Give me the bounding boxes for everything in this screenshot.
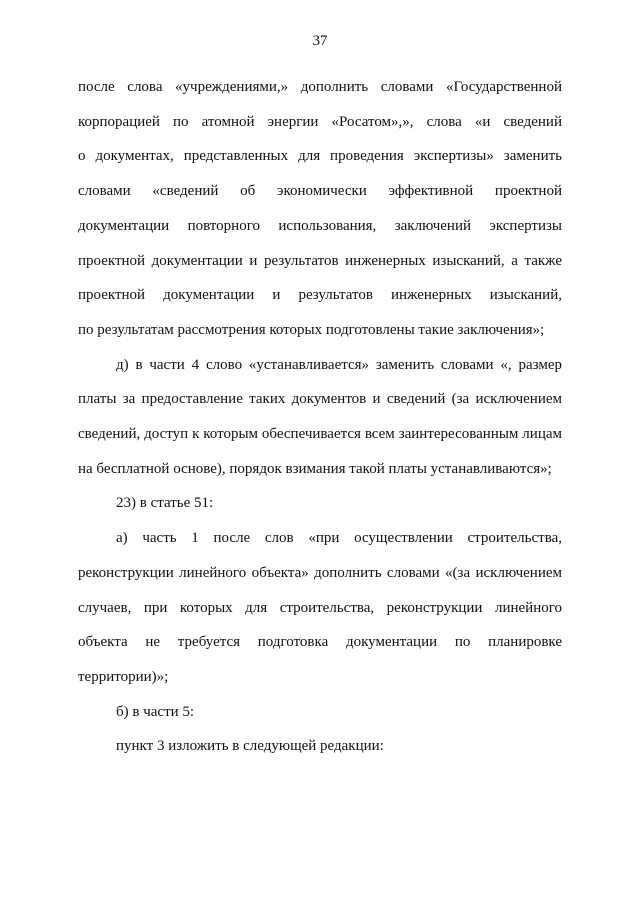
text-line: 23) в статье 51: [116, 495, 214, 512]
text-line: случаев, при которых для строительства, реконструкции линейного [78, 599, 562, 616]
text-line: на бесплатной основе), порядок взимания такой платы устанавливаются»; [78, 460, 552, 477]
page-number: 37 [312, 33, 328, 49]
paragraph-continuation [78, 70, 562, 348]
text-line: а) часть 1 после слов «при осуществлении строительства, [116, 530, 562, 547]
text-line: словами «сведений об экономически эффективной проектной [78, 183, 562, 200]
text-line: реконструкции линейного объекта» дополнить словами «(за исключением [78, 564, 562, 581]
text-line: платы за предоставление таких документов и сведений (за исключением [78, 391, 562, 408]
paragraph-point-3 [78, 729, 562, 764]
text-line: пункт 3 изложить в следующей редакции: [116, 738, 384, 755]
paragraph-item-a [78, 521, 562, 695]
paragraph-item-b [78, 695, 562, 730]
text-line: по результатам рассмотрения которых подготовлены такие заключения»; [78, 321, 545, 338]
text-line: б) в части 5: [116, 703, 195, 720]
text-line: о документах, представленных для проведения экспертизы» заменить [78, 148, 562, 165]
document-body [78, 70, 562, 764]
text-line: территории)»; [78, 668, 169, 685]
text-line: объекта не требуется подготовка документации по планировке [78, 634, 562, 651]
paragraph-item-d [78, 348, 562, 487]
text-line: проектной документации и результатов инженерных изысканий, а также [78, 252, 562, 269]
text-line: д) в части 4 слово «устанавливается» заменить словами «, размер [116, 356, 562, 373]
text-line: корпорацией по атомной энергии «Росатом»,», слова «и сведений [78, 113, 562, 130]
text-line: документации повторного использования, заключений экспертизы [78, 217, 562, 234]
text-line: сведений, доступ к которым обеспечивается всем заинтересованным лицам [78, 426, 562, 443]
text-line: после слова «учреждениями,» дополнить словами «Государственной [78, 79, 562, 95]
paragraph-article-23 [78, 486, 562, 521]
text-line: проектной документации и результатов инженерных изысканий, [78, 287, 562, 304]
